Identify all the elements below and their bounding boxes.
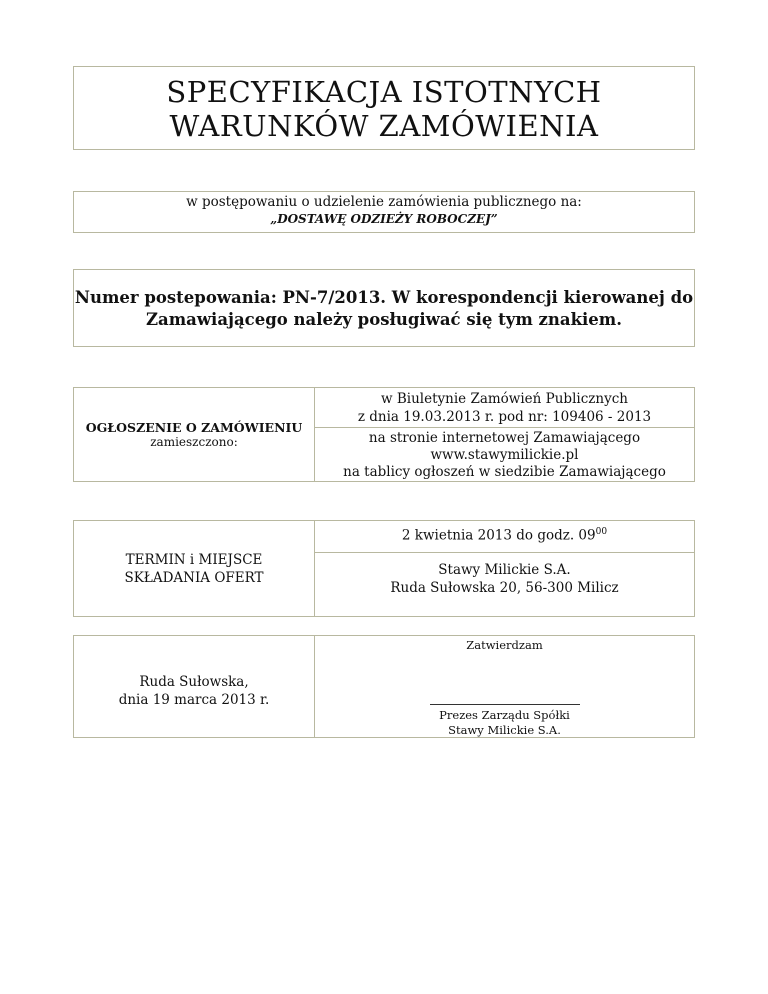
web-board-cell	[315, 428, 694, 481]
announcement-box	[73, 387, 695, 482]
submission-term-box	[73, 520, 695, 617]
procedure-subject: „DOSTAWĘ ODZIEŻY ROBOCZEJ”	[270, 212, 498, 226]
place-cell	[315, 553, 694, 616]
procedure-number-line-2: Zamawiającego należy posługiwać się tym znakiem.	[145, 310, 623, 329]
title-box	[73, 66, 695, 150]
term-label-line-1: TERMIN i MIEJSCE	[125, 551, 263, 568]
place-line-2: Ruda Sułowska 20, 56-300 Milicz	[390, 580, 619, 596]
bulletin-cell	[315, 388, 694, 428]
sign-place: Ruda Sułowska,	[139, 673, 249, 690]
signatory-role: Prezes Zarządu Spółki	[439, 708, 570, 722]
place-line-1: Stawy Milickie S.A.	[438, 562, 571, 578]
deadline-minutes: 00	[595, 527, 608, 537]
approval-cell	[315, 636, 694, 737]
announcement-label-cell	[74, 388, 315, 481]
board-line: na tablicy ogłoszeń w siedzibie Zamawiającego	[343, 464, 666, 480]
place-date-cell	[74, 636, 315, 737]
deadline-cell	[315, 521, 694, 553]
bulletin-line-2: z dnia 19.03.2013 r. pod nr: 109406 - 2013	[357, 409, 652, 425]
signature-line	[430, 704, 580, 705]
document-title	[74, 75, 694, 143]
procedure-number-line-1: Numer postepowania: PN-7/2013. W korespondencji kierowanej do	[74, 288, 694, 307]
procedure-subject-box	[73, 191, 695, 233]
announcement-subheading: zamieszczono:	[150, 435, 238, 449]
deadline-text: 2 kwietnia 2013 do godz. 09	[401, 527, 596, 544]
bulletin-line-1: w Biuletynie Zamówień Publicznych	[381, 391, 628, 407]
announcement-heading: OGŁOSZENIE O ZAMÓWIENIU	[85, 420, 303, 435]
term-label-line-2: SKŁADANIA OFERT	[124, 569, 264, 586]
procedure-number-box	[73, 269, 695, 347]
signature-box	[73, 635, 695, 738]
term-details-cell	[315, 521, 694, 616]
title-line-1: SPECYFIKACJA ISTOTNYCH	[166, 75, 602, 109]
term-label-cell	[74, 521, 315, 616]
approve-label: Zatwierdzam	[466, 638, 543, 652]
web-line-1: na stronie internetowej Zamawiającego	[368, 430, 641, 446]
announcement-details-cell	[315, 388, 694, 481]
web-address: www.stawymilickie.pl	[430, 447, 579, 463]
signatory-company: Stawy Milickie S.A.	[448, 723, 561, 737]
title-line-2: WARUNKÓW ZAMÓWIENIA	[169, 109, 599, 143]
procedure-intro-text: w postępowaniu o udzielenie zamówienia publicznego na:	[186, 194, 582, 210]
sign-date: dnia 19 marca 2013 r.	[118, 691, 270, 708]
